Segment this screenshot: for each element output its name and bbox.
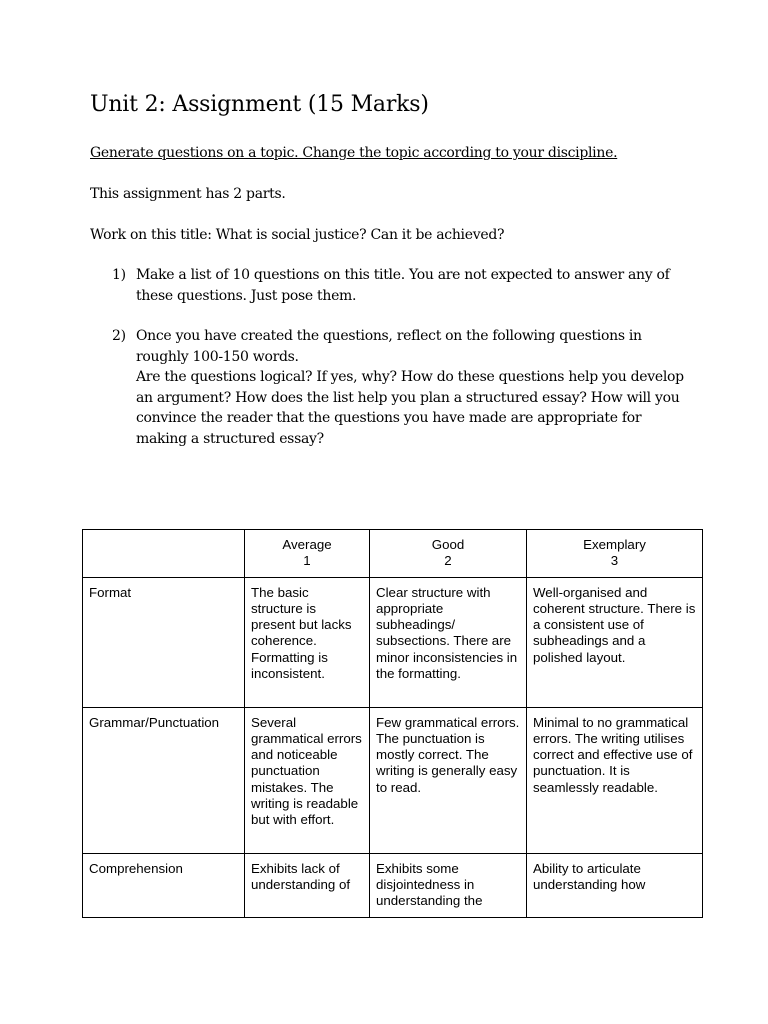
task-subtext: Are the questions logical? If yes, why? How do these questions help you develop an argument? How does the list help you plan a structured essay? How will you convince the reader that the questions you have made are appropriate for making a structured essay? [136,369,684,447]
good-cell [370,853,527,918]
level-exemplary-header [527,530,703,578]
task-number: 2) [112,328,126,344]
level-good-header [370,530,527,578]
good-cell: Clear structure with appropriate subheadings/ subsections. There are minor inconsistencies in the formatting. [370,577,527,707]
task-number: 1) [112,267,126,283]
level-name: Exemplary [583,537,646,552]
rubric-header-row [83,530,703,578]
cell-text: Ability to articulate understanding how [533,860,646,892]
level-name: Average [282,537,332,552]
criterion-cell: Format [83,577,245,707]
title-prompt: Work on this title: What is social justice? Can it be achieved? [90,227,505,243]
rubric-row-comprehension [83,853,703,918]
level-score: 2 [444,553,452,569]
exemplary-cell [527,853,703,918]
task-item-1 [108,265,688,306]
task-text: Once you have created the questions, reflect on the following questions in roughly 100-150 words. [136,328,642,365]
cell-text: Exhibits some disjointedness in understanding the [376,860,483,909]
task-text: Make a list of 10 questions on this title. You are not expected to answer any of these questions. Just pose them. [136,267,670,304]
assignment-instruction: Generate questions on a topic. Change the topic according to your discipline. [90,145,618,161]
level-score: 3 [610,553,619,569]
average-cell: The basic structure is present but lacks coherence. Formatting is inconsistent. [245,577,370,707]
level-name: Good [431,537,465,552]
task-item-2 [108,326,688,449]
rubric-row-grammar [83,707,703,853]
page-title: Unit 2: Assignment (15 Marks) [90,92,429,117]
rubric-table [82,529,703,918]
good-cell: Few grammatical errors. The punctuation is mostly correct. The writing is generally easy to read. [370,707,527,853]
task-list [108,265,688,469]
exemplary-cell: Well-organised and coherent structure. There is a consistent use of subheadings and a polished layout. [527,577,703,707]
level-score: 1 [303,553,311,569]
average-cell [245,853,370,918]
cell-text: Exhibits lack of understanding of [251,860,351,892]
rubric-corner-cell [83,530,245,578]
rubric-row-format [83,577,703,707]
criterion-cell: Comprehension [83,853,245,918]
parts-note: This assignment has 2 parts. [90,186,286,202]
average-cell: Several grammatical errors and noticeable punctuation mistakes. The writing is readable but with effort. [245,707,370,853]
exemplary-cell: Minimal to no grammatical errors. The writing utilises correct and effective use of punctuation. It is seamlessly readable. [527,707,703,853]
level-average-header [245,530,370,578]
criterion-cell: Grammar/Punctuation [83,707,245,853]
